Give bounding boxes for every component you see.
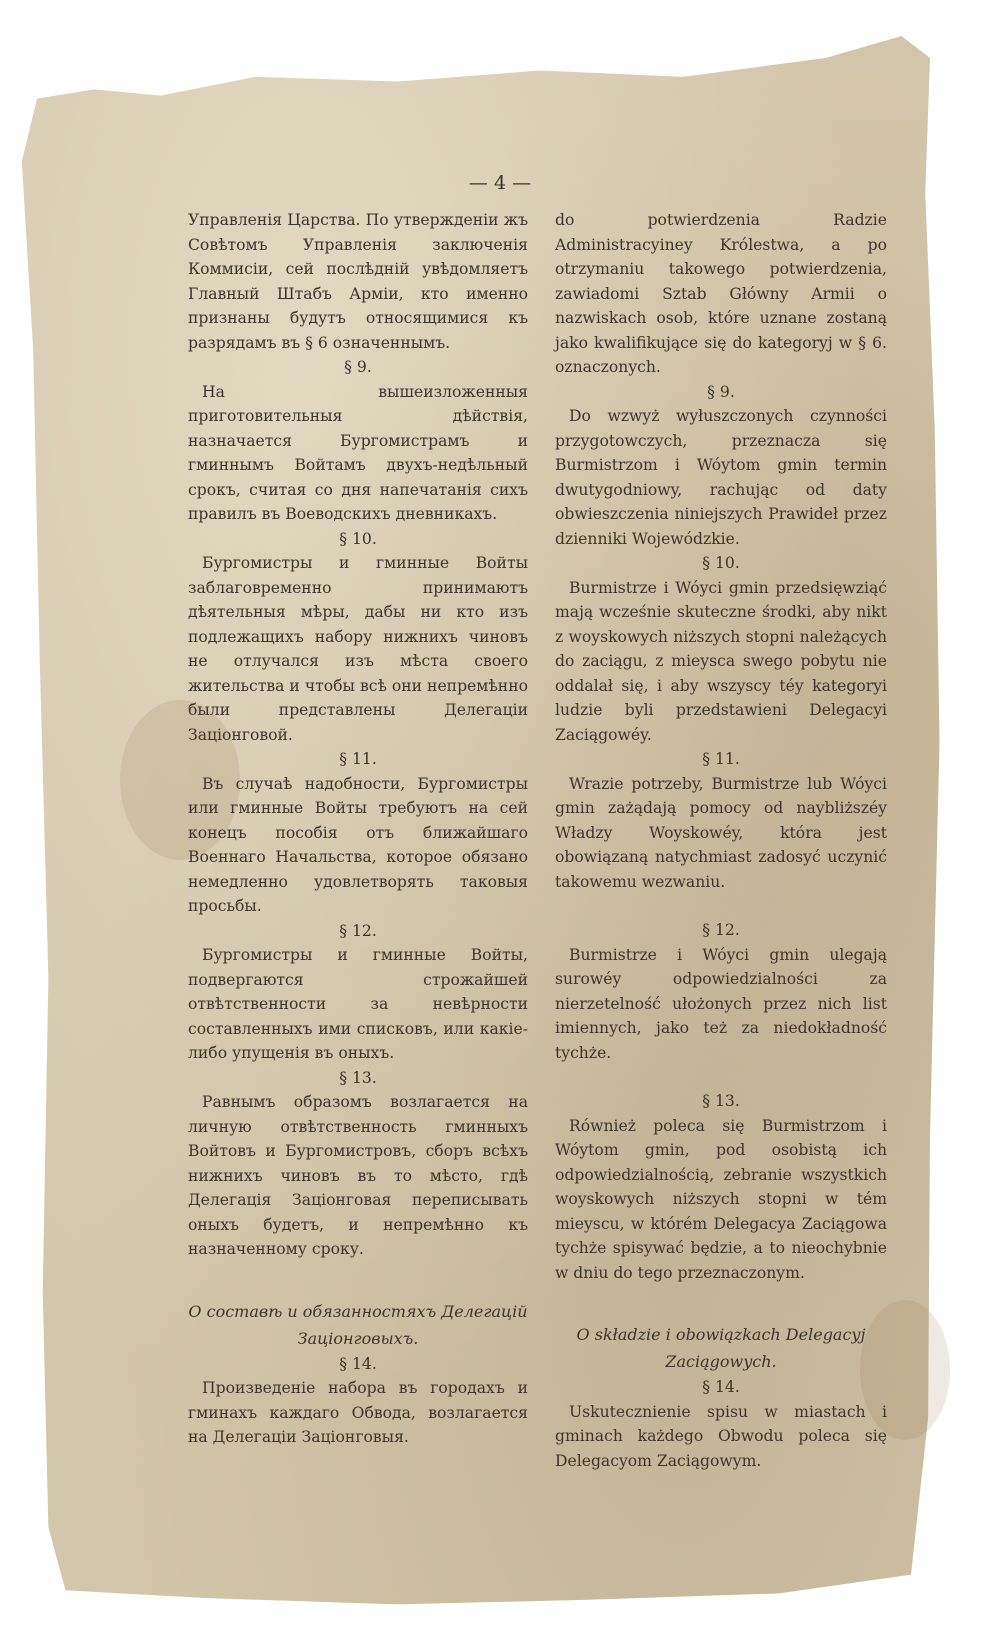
section-12-heading: § 12. bbox=[702, 921, 740, 939]
page-number: — 4 — bbox=[468, 172, 532, 194]
section-13-text: Również poleca się Burmistrzom i Wóytom gmin, pod osobistą ich odpowiedzialnością, zebranie wszystkich woyskowych niższych stopni w tém mieyscu, w którém Delegacya Zaciągowa tychże spisywać będzie, a to nieochybnie w dniu do tego przeznaczonym. bbox=[555, 1116, 887, 1282]
section-10-heading: § 10. bbox=[702, 554, 740, 572]
section-14-text: Произведеніе набора въ городахъ и гминахъ каждаго Обвода, возлагается на Делегаціи Заціонговыя. bbox=[188, 1379, 528, 1446]
section-14-heading: § 14. bbox=[339, 1354, 377, 1373]
section-14-text: Uskutecznienie spisu w miastach i gminach każdego Obwodu poleca się Delegacyom Zaciągowym. bbox=[555, 1402, 887, 1470]
intro-paragraph: do potwierdzenia Radzie Administracyiney Królestwa, a po otrzymaniu takowego potwierdzenia, zawiadomi Sztab Główny Armii o nazwiskach osob, które uznane zostaną jako kwalifikujące się do kategoryj w § 6. oznaczonych. bbox=[555, 211, 887, 376]
section-9-text: Do wzwyż wyłuszczonych czynności przygotowczych, przeznacza się Burmistrzom i Wóytom gmin termin dwutygodniowy, rachując od daty obwieszczenia niniejszych Prawideł przez dzienniki Wojewódzkie. bbox=[555, 407, 887, 548]
left-column-russian bbox=[188, 208, 528, 1450]
section-11-heading: § 11. bbox=[339, 750, 377, 768]
section-12-heading: § 12. bbox=[339, 921, 377, 940]
chapter-heading: О составѣ и обязанностяхъ Делегацій Заціонговыхъ. bbox=[188, 1301, 528, 1348]
intro-paragraph: Управленія Царства. По утвержденіи жъ Совѣтомъ Управленія заключенія Коммисіи, сей послѣдній увѣдомляетъ Главный Штабъ Арміи, кто именно признаны будутъ относящимися къ разрядамъ въ § 6 означеннымъ. bbox=[188, 211, 528, 352]
section-10-text: Burmistrze i Wóyci gmin przedsięwziąć mają wcześnie skuteczne środki, aby nikt z woyskowych niższych stopni należących do zaciągu, z mieysca swego pobytu nie oddalał się, i aby wszyscy téy kategoryi ludzie byli przedstawieni Delegacyi Zaciągowéy. bbox=[555, 578, 887, 744]
section-9-text: На вышеизложенныя приготовительныя дѣйствія, назначается Бургомистрамъ и гминнымъ Войтамъ двухъ-недѣльный срокъ, считая со дня напечатанія сихъ правилъ въ Воеводскихъ дневникахъ. bbox=[188, 382, 528, 523]
section-11-text: Въ случаѣ надобности, Бургомистры или гминные Войты требуютъ на сей конецъ пособія отъ ближайшаго Военнаго Начальства, которое обязано немедленно удовлетворять таковыя просьбы. bbox=[188, 774, 528, 915]
section-14-heading: § 14. bbox=[702, 1378, 740, 1396]
section-9-heading: § 9. bbox=[707, 382, 735, 401]
section-10-text: Бургомистры и гминные Войты заблаговременно принимаютъ дѣятельныя мѣры, дабы ни кто изъ подлежащихъ набору нижнихъ чиновъ не отлучался изъ мѣста своего жительства и чтобы всѣ они непремѣнно были представлены Делегаціи Заціонговой. bbox=[188, 554, 528, 744]
section-10-heading: § 10. bbox=[339, 529, 377, 548]
section-12-text: Burmistrze i Wóyci gmin ulegają surowéy odpowiedzialności za nierzetelność ułożonych przez nich list imiennych, jako też za niedokładność tychże. bbox=[555, 945, 887, 1062]
section-11-heading: § 11. bbox=[702, 750, 740, 768]
section-12-text: Бургомистры и гминные Войты, подвергаются строжайшей отвѣтственности за невѣрности составленныхъ ими списковъ, или какіе-либо упущенія въ оныхъ. bbox=[188, 946, 528, 1062]
section-13-text: Равнымъ образомъ возлагается на личную отвѣтственность гминныхъ Войтовъ и Бургомистровъ, сборъ всѣхъ нижнихъ чиновъ въ то мѣсто, гдѣ Делегація Заціонговая переписывать оныхъ будетъ, и непремѣнно къ назначенному сроку. bbox=[188, 1093, 528, 1258]
right-column-polish bbox=[555, 208, 887, 1473]
section-9-heading: § 9. bbox=[344, 358, 372, 376]
section-13-heading: § 13. bbox=[702, 1092, 740, 1110]
section-13-heading: § 13. bbox=[339, 1068, 377, 1087]
chapter-heading: O składzie i obowiązkach Delegacyj Zaciągowych. bbox=[576, 1325, 866, 1371]
section-11-text: Wrazie potrzeby, Burmistrze lub Wóyci gmin zażądają pomocy od naybliższéy Władzy Woyskowéy, która jest obowiązaną natychmiast zadosyć uczynić takowemu wezwaniu. bbox=[555, 774, 887, 891]
